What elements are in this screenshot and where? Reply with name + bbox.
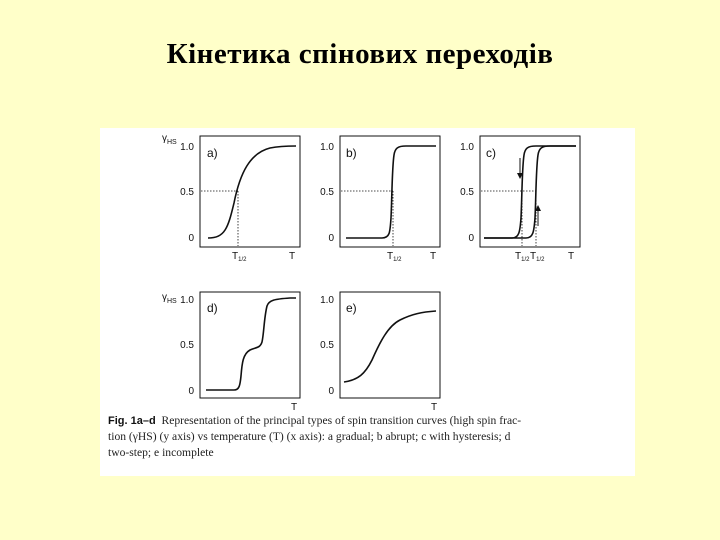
- y-tick-label: 0.5: [320, 340, 334, 351]
- panel-b: [320, 136, 440, 263]
- half-temp-label: $T_{1/2}$: [232, 251, 247, 263]
- x-axis-label: T: [289, 251, 296, 262]
- caption-line-3: two-step; e incomplete: [108, 446, 214, 459]
- figure-panel: [100, 128, 635, 476]
- caption-lead: Fig. 1a–d: [108, 415, 156, 427]
- half-temp-label-heating: $T_{1/2}$: [530, 251, 545, 263]
- y-tick-label: 0.5: [460, 187, 474, 198]
- panel-label: a): [207, 146, 218, 160]
- curve-gradual: [208, 146, 296, 238]
- slide-title: Кінетика спінових переходів: [166, 38, 554, 70]
- curve-cooling: [484, 146, 576, 238]
- panel-c: [460, 136, 580, 263]
- curve-incomplete: [344, 311, 436, 382]
- caption-line-2: tion (γHS) (y axis) vs temperature (T) (x axis): a gradual; b abrupt; c with hysteresis; d: [108, 430, 511, 443]
- y-tick-label: 1.0: [320, 295, 334, 306]
- y-axis-label: $\gamma_{HS}$: [162, 133, 177, 146]
- panel-label: d): [207, 301, 218, 315]
- x-axis-label: T: [431, 402, 438, 413]
- x-axis-label: T: [430, 251, 437, 262]
- y-tick-label: 0: [468, 233, 474, 244]
- panel-label: b): [346, 146, 357, 160]
- panel-label: c): [486, 146, 496, 160]
- panel-label: e): [346, 301, 357, 315]
- x-axis-label: T: [291, 402, 298, 413]
- y-tick-label: 0: [328, 233, 334, 244]
- curve-two-step: [206, 298, 296, 390]
- y-tick-label: 0.5: [320, 187, 334, 198]
- y-tick-label: 1.0: [320, 142, 334, 153]
- panel-d: [162, 292, 300, 413]
- half-temp-label: $T_{1/2}$: [387, 251, 402, 263]
- figure-caption: [108, 413, 630, 461]
- y-tick-label: 0.5: [180, 340, 194, 351]
- panel-e: [320, 292, 440, 413]
- y-tick-label: 1.0: [460, 142, 474, 153]
- curve-heating: [484, 146, 576, 238]
- y-tick-label: 0: [188, 233, 194, 244]
- curve-abrupt: [346, 146, 436, 238]
- y-tick-label: 0: [328, 386, 334, 397]
- caption-line-1: Representation of the principal types of spin transition curves (high spin frac-: [161, 414, 522, 427]
- panel-a: [162, 133, 300, 263]
- x-axis-label: T: [568, 251, 575, 262]
- y-tick-label: 1.0: [180, 295, 194, 306]
- half-temp-label-cooling: $T_{1/2}$: [515, 251, 530, 263]
- y-axis-label: $\gamma_{HS}$: [162, 292, 177, 305]
- y-tick-label: 1.0: [180, 142, 194, 153]
- y-tick-label: 0: [188, 386, 194, 397]
- y-tick-label: 0.5: [180, 187, 194, 198]
